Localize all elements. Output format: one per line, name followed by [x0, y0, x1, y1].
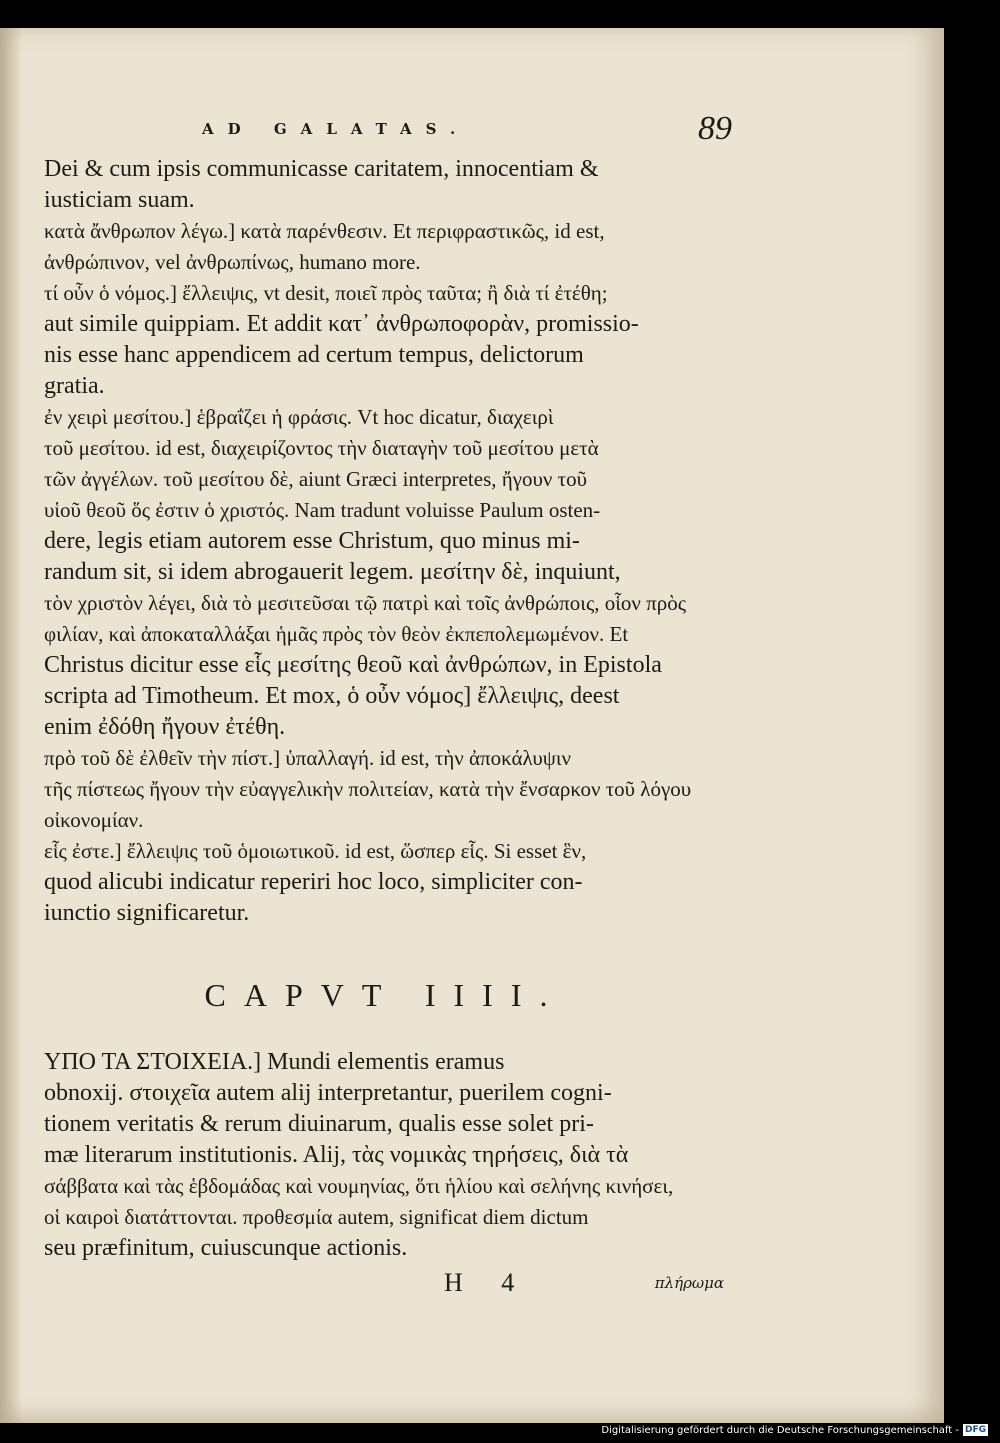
- text-line: iunctio significaretur.: [44, 900, 250, 926]
- text-line: πρὸ τοῦ δὲ ἐλθεῖν τὴν πίστ.] ὑπαλλαγή. id est, τὴν ἀποκάλυψιν: [44, 746, 572, 770]
- text-line: ἐν χειρὶ μεσίτου.] ἑβραΐζει ἡ φράσις. Vt hoc dicatur, διαχειρὶ: [44, 405, 554, 429]
- text-line: οἰκονομίαν.: [44, 808, 144, 832]
- text-line: τὸν χριστὸν λέγει, διὰ τὸ μεσιτεῦσαι τῷ πατρὶ καὶ τοῖς ἀνθρώποις, οἷον πρὸς: [44, 591, 687, 615]
- text-line: τοῦ μεσίτου. id est, διαχειρίζοντος τὴν διαταγὴν τοῦ μεσίτου μετὰ: [44, 436, 599, 460]
- dfg-logo: DFG: [964, 1425, 986, 1435]
- text-line: κατὰ ἄνθρωπον λέγω.] κατὰ παρένθεσιν. Et περιφραστικῶς, id est,: [44, 219, 605, 243]
- text-line: dere, legis etiam autorem esse Christum, quo minus mi-: [44, 528, 580, 554]
- text-line: οἱ καιροὶ διατάττονται. προθεσμία autem, significat diem dictum: [44, 1205, 589, 1229]
- text-line: gratia.: [44, 373, 105, 399]
- text-line: Dei & cum ipsis communicasse caritatem, innocentiam &: [44, 156, 599, 182]
- text-line: iusticiam suam.: [44, 187, 195, 213]
- text-line: scripta ad Timotheum. Et mox, ὁ οὖν νόμος] ἔλλειψις, deest: [44, 683, 620, 709]
- running-head: [44, 110, 732, 154]
- text-line: aut simile quippiam. Et addit κατ᾽ ἀνθρωποφορὰν, promissio-: [44, 311, 639, 337]
- text-line: mæ literarum institutionis. Alij, τὰς νομικὰς τηρήσεις, διὰ τὰ: [44, 1142, 629, 1168]
- running-head-title: AD GALATAS.: [202, 120, 470, 138]
- text-line: ΥΠΟ ΤΑ ΣΤΟΙΧΕΙΑ.] Mundi elementis eramus: [44, 1049, 505, 1075]
- text-line: nis esse hanc appendicem ad certum tempus, delictorum: [44, 342, 584, 368]
- text-line: ἀνθρώπινον, vel ἀνθρωπίνως, humano more.: [44, 250, 421, 274]
- text-line: tionem veritatis & rerum diuinarum, qualis esse solet pri-: [44, 1111, 594, 1137]
- page-gutter-shadow: [0, 28, 22, 1423]
- page-number: 89: [698, 110, 732, 147]
- text-line: τῆς πίστεως ἤγουν τὴν εὐαγγελικὴν πολιτείαν, κατὰ τὴν ἔνσαρκον τοῦ λόγου: [44, 777, 692, 801]
- text-line: τί οὖν ὁ νόμος.] ἔλλειψις, vt desit, ποιεῖ πρὸς ταῦτα; ἢ διὰ τί ἐτέθη;: [44, 281, 608, 305]
- text-line: quod alicubi indicatur reperiri hoc loco, simpliciter con-: [44, 869, 583, 895]
- catchword: πλήρωμα: [654, 1274, 724, 1292]
- dfg-notice-text: Digitalisierung gefördert durch die Deutsche Forschungsgemeinschaft -: [601, 1424, 959, 1436]
- text-line: randum sit, si idem abrogauerit legem. μεσίτην δὲ, inquiunt,: [44, 559, 621, 585]
- dfg-funding-notice: [601, 1424, 988, 1436]
- signature-mark: H 4: [444, 1268, 531, 1297]
- text-line: εἷς ἐστε.] ἔλλειψις τοῦ ὁμοιωτικοῦ. id est, ὥσπερ εἷς. Si esset ἓν,: [44, 839, 587, 863]
- text-line: σάββατα καὶ τὰς ἑβδομάδας καὶ νουμηνίας, ὅτι ἡλίου καὶ σελήνης κινήσει,: [44, 1174, 674, 1198]
- text-line: υἱοῦ θεοῦ ὅς ἐστιν ὁ χριστός. Nam tradunt voluisse Paulum osten-: [44, 498, 601, 522]
- chapter-heading: CAPVT IIII.: [204, 977, 566, 1013]
- page-footer: [44, 1268, 726, 1304]
- text-line: Christus dicitur esse εἷς μεσίτης θεοῦ καὶ ἀνθρώπων, in Epistola: [44, 652, 662, 678]
- text-line: enim ἐδόθη ἤγουν ἐτέθη.: [44, 714, 286, 740]
- body-text: [44, 154, 726, 929]
- text-line: obnoxij. στοιχεῖα autem alij interpretantur, puerilem cogni-: [44, 1080, 612, 1106]
- text-line: τῶν ἀγγέλων. τοῦ μεσίτου δὲ, aiunt Græci interpretes, ἤγουν τοῦ: [44, 467, 587, 491]
- book-page: [0, 28, 944, 1423]
- text-line: φιλίαν, καὶ ἀποκαταλλάξαι ἡμᾶς πρὸς τὸν θεὸν ἐκπεπολεμωμένον. Et: [44, 622, 629, 646]
- chapter-text: [44, 1047, 726, 1264]
- text-line: seu præfinitum, cuiuscunque actionis.: [44, 1235, 408, 1261]
- text-block: [44, 110, 732, 1304]
